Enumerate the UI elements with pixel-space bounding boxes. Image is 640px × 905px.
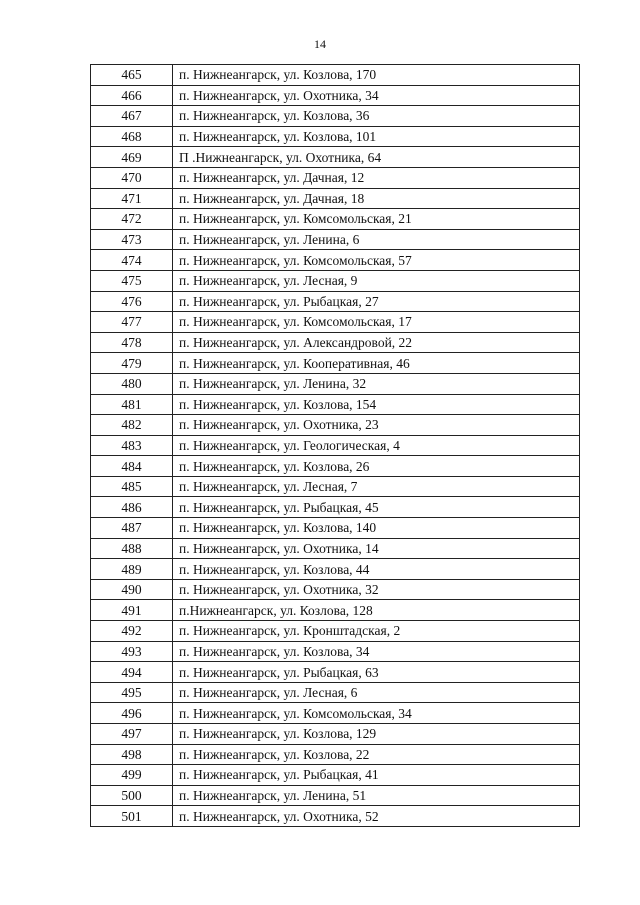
table-row — [91, 806, 580, 827]
table-row — [91, 85, 580, 106]
row-number: 465 — [91, 65, 173, 86]
row-address: п. Нижнеангарск, ул. Рыбацкая, 63 — [173, 662, 580, 683]
table-row — [91, 353, 580, 374]
row-number: 478 — [91, 332, 173, 353]
row-number: 485 — [91, 476, 173, 497]
row-number: 476 — [91, 291, 173, 312]
row-address: п. Нижнеангарск, ул. Козлова, 101 — [173, 126, 580, 147]
address-table — [90, 64, 580, 827]
table-row — [91, 476, 580, 497]
row-number: 488 — [91, 538, 173, 559]
table-row — [91, 415, 580, 436]
row-address: п. Нижнеангарск, ул. Ленина, 6 — [173, 229, 580, 250]
row-number: 486 — [91, 497, 173, 518]
row-address: п. Нижнеангарск, ул. Лесная, 9 — [173, 270, 580, 291]
row-address: п. Нижнеангарск, ул. Охотника, 52 — [173, 806, 580, 827]
table-row — [91, 579, 580, 600]
row-number: 475 — [91, 270, 173, 291]
row-number: 492 — [91, 621, 173, 642]
row-number: 496 — [91, 703, 173, 724]
row-address: п. Нижнеангарск, ул. Козлова, 34 — [173, 641, 580, 662]
row-address: п. Нижнеангарск, ул. Комсомольская, 57 — [173, 250, 580, 271]
row-address: п. Нижнеангарск, ул. Дачная, 12 — [173, 167, 580, 188]
table-row — [91, 456, 580, 477]
row-address: п. Нижнеангарск, ул. Рыбацкая, 45 — [173, 497, 580, 518]
row-number: 470 — [91, 167, 173, 188]
row-number: 495 — [91, 682, 173, 703]
page-number: 14 — [314, 37, 326, 51]
table-row — [91, 621, 580, 642]
row-address: п. Нижнеангарск, ул. Козлова, 22 — [173, 744, 580, 765]
row-number: 484 — [91, 456, 173, 477]
row-address: п. Нижнеангарск, ул. Комсомольская, 17 — [173, 312, 580, 333]
row-address: п. Нижнеангарск, ул. Козлова, 36 — [173, 106, 580, 127]
table-row — [91, 662, 580, 683]
table-row — [91, 435, 580, 456]
table-row — [91, 559, 580, 580]
row-address: п. Нижнеангарск, ул. Охотника, 34 — [173, 85, 580, 106]
row-address: п. Нижнеангарск, ул. Козлова, 26 — [173, 456, 580, 477]
table-row — [91, 312, 580, 333]
table-row — [91, 250, 580, 271]
table-row — [91, 291, 580, 312]
table-row — [91, 394, 580, 415]
row-address: п. Нижнеангарск, ул. Александровой, 22 — [173, 332, 580, 353]
row-address: п. Нижнеангарск, ул. Рыбацкая, 41 — [173, 765, 580, 786]
table-row — [91, 744, 580, 765]
row-number: 501 — [91, 806, 173, 827]
table-row — [91, 785, 580, 806]
row-address: п. Нижнеангарск, ул. Ленина, 51 — [173, 785, 580, 806]
row-number: 467 — [91, 106, 173, 127]
row-number: 500 — [91, 785, 173, 806]
row-address: п. Нижнеангарск, ул. Геологическая, 4 — [173, 435, 580, 456]
table-row — [91, 518, 580, 539]
table-row — [91, 106, 580, 127]
row-address: п. Нижнеангарск, ул. Комсомольская, 21 — [173, 209, 580, 230]
row-number: 489 — [91, 559, 173, 580]
row-number: 472 — [91, 209, 173, 230]
row-number: 482 — [91, 415, 173, 436]
row-number: 499 — [91, 765, 173, 786]
table-row — [91, 147, 580, 168]
row-number: 471 — [91, 188, 173, 209]
row-number: 493 — [91, 641, 173, 662]
row-number: 494 — [91, 662, 173, 683]
row-address: п. Нижнеангарск, ул. Козлова, 170 — [173, 65, 580, 86]
row-address: п. Нижнеангарск, ул. Козлова, 140 — [173, 518, 580, 539]
table-row — [91, 188, 580, 209]
row-number: 466 — [91, 85, 173, 106]
row-number: 481 — [91, 394, 173, 415]
table-row — [91, 126, 580, 147]
row-address: п. Нижнеангарск, ул. Козлова, 44 — [173, 559, 580, 580]
row-number: 490 — [91, 579, 173, 600]
row-number: 498 — [91, 744, 173, 765]
row-number: 483 — [91, 435, 173, 456]
table-row — [91, 724, 580, 745]
row-number: 479 — [91, 353, 173, 374]
row-address: п. Нижнеангарск, ул. Козлова, 154 — [173, 394, 580, 415]
row-number: 487 — [91, 518, 173, 539]
row-number: 473 — [91, 229, 173, 250]
table-row — [91, 497, 580, 518]
row-address: п.Нижнеангарск, ул. Козлова, 128 — [173, 600, 580, 621]
row-number: 474 — [91, 250, 173, 271]
row-address: п. Нижнеангарск, ул. Комсомольская, 34 — [173, 703, 580, 724]
row-address: п. Нижнеангарск, ул. Лесная, 7 — [173, 476, 580, 497]
table-row — [91, 765, 580, 786]
table-row — [91, 332, 580, 353]
row-address: п. Нижнеангарск, ул. Кооперативная, 46 — [173, 353, 580, 374]
address-table-body — [91, 65, 580, 827]
row-number: 491 — [91, 600, 173, 621]
row-address: п. Нижнеангарск, ул. Козлова, 129 — [173, 724, 580, 745]
table-row — [91, 538, 580, 559]
row-number: 497 — [91, 724, 173, 745]
row-address: п. Нижнеангарск, ул. Дачная, 18 — [173, 188, 580, 209]
row-address: п. Нижнеангарск, ул. Охотника, 23 — [173, 415, 580, 436]
row-address: п. Нижнеангарск, ул. Рыбацкая, 27 — [173, 291, 580, 312]
row-number: 468 — [91, 126, 173, 147]
row-address: п. Нижнеангарск, ул. Охотника, 32 — [173, 579, 580, 600]
row-address: П .Нижнеангарск, ул. Охотника, 64 — [173, 147, 580, 168]
table-row — [91, 373, 580, 394]
table-row — [91, 600, 580, 621]
table-row — [91, 703, 580, 724]
row-number: 469 — [91, 147, 173, 168]
row-address: п. Нижнеангарск, ул. Ленина, 32 — [173, 373, 580, 394]
table-row — [91, 641, 580, 662]
row-address: п. Нижнеангарск, ул. Лесная, 6 — [173, 682, 580, 703]
row-number: 477 — [91, 312, 173, 333]
table-row — [91, 65, 580, 86]
table-row — [91, 167, 580, 188]
row-address: п. Нижнеангарск, ул. Кронштадская, 2 — [173, 621, 580, 642]
row-address: п. Нижнеангарск, ул. Охотника, 14 — [173, 538, 580, 559]
table-row — [91, 209, 580, 230]
table-row — [91, 270, 580, 291]
row-number: 480 — [91, 373, 173, 394]
table-row — [91, 682, 580, 703]
table-row — [91, 229, 580, 250]
